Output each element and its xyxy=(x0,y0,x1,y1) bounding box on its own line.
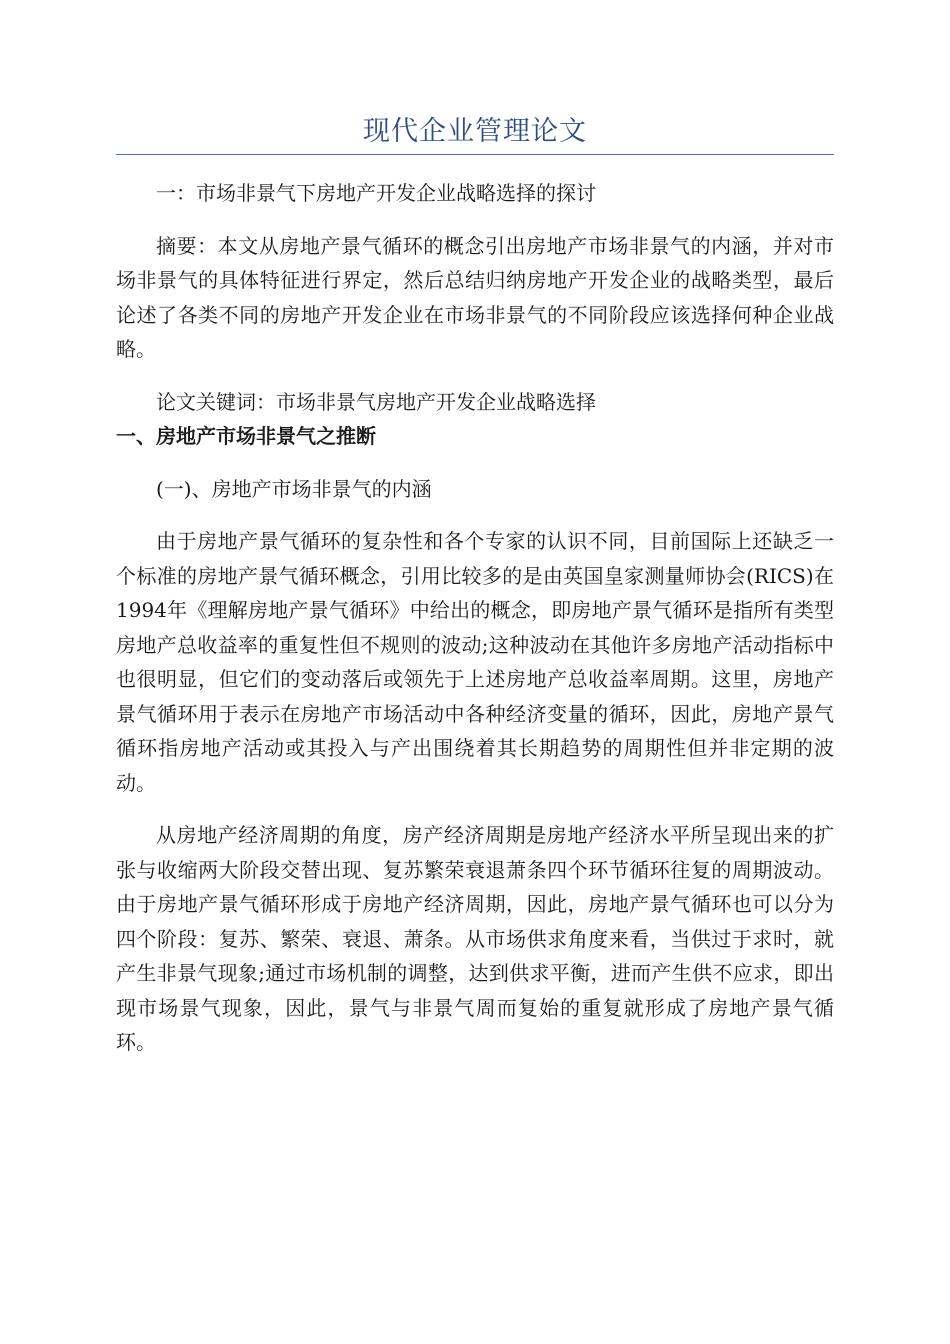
title-block xyxy=(116,112,834,155)
document-subtitle: 一：市场非景气下房地产开发企业战略选择的探讨 xyxy=(156,181,596,205)
abstract-paragraph: 摘要：本文从房地产景气循环的概念引出房地产市场非景气的内涵，并对市场非景气的具体特征进行界定，然后总结归纳房地产开发企业的战略类型，最后论述了各类不同的房地产开发企业在市场非景气的不同阶段应该选择何种企业战略。 xyxy=(116,233,834,361)
subsection-heading: (一)、房地产市场非景气的内涵 xyxy=(156,476,432,501)
keywords-line: 论文关键词：市场非景气房地产开发企业战略选择 xyxy=(156,389,596,414)
document-title: 现代企业管理论文 xyxy=(363,116,587,147)
document-body xyxy=(116,176,834,1060)
body-paragraph: 由于房地产景气循环的复杂性和各个专家的认识不同，目前国际上还缺乏一个标准的房地产景气循环概念，引用比较多的是由英国皇家测量师协会(RICS)在1994年《理解房地产景气循环》中给出的概念，即房地产景气循环是指所有类型房地产总收益率的重复性但不规则的波动;这种波动在其他许多房地产活动指标中也很明显，但它们的变动落后或领先于上述房地产总收益率周期。这里，房地产景气循环用于表示在房地产市场活动中各种经济变量的循环，因此，房地产景气循环指房地产活动或其投入与产出围绕着其长期趋势的周期性但并非定期的波动。 xyxy=(116,529,834,795)
section-heading: 一、房地产市场非景气之推断 xyxy=(116,424,376,448)
body-paragraph: 从房地产经济周期的角度，房产经济周期是房地产经济水平所呈现出来的扩张与收缩两大阶段交替出现、复苏繁荣衰退萧条四个环节循环往复的周期波动。由于房地产景气循环形成于房地产经济周期，因此，房地产景气循环也可以分为四个阶段：复苏、繁荣、衰退、萧条。从市场供求角度来看，当供过于求时，就产生非景气现象;通过市场机制的调整，达到供求平衡，进而产生供不应求，即出现市场景气现象，因此，景气与非景气周而复始的重复就形成了房地产景气循环。 xyxy=(116,823,834,1054)
title-underline xyxy=(116,154,834,155)
